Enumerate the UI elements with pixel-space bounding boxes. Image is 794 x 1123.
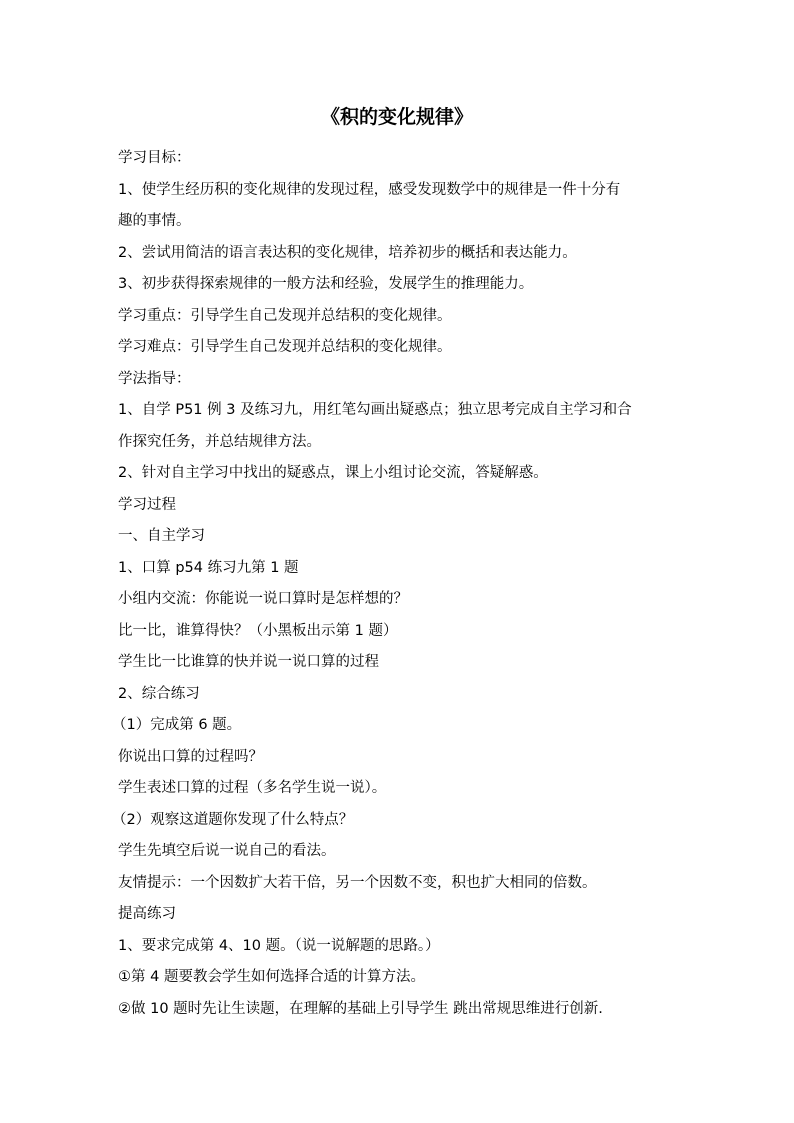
paragraph-line: 小组内交流：你能说一说口算时是怎样想的？	[118, 591, 408, 607]
paragraph-line: （2）观察这道题你发现了什么特点？	[112, 811, 354, 828]
difficulty-line: 学习难点：引导学生自己发现并总结积的变化规律。	[118, 339, 452, 355]
paragraph-line: 1、口算 p54 练习九第 1 题	[118, 559, 299, 576]
document-body	[112, 143, 688, 1025]
document-title: 《积的变化规律》	[320, 106, 473, 128]
paragraph-line: 比一比，谁算得快？（小黑板出示第 1 题）	[118, 622, 398, 639]
paragraph-line: 作探究任务，并总结规律方法。	[118, 433, 321, 450]
paragraph-line: 2、尝试用简洁的语言表达积的变化规律，培养初步的概括和表达能力。	[118, 244, 577, 261]
paragraph-line: 1、自学 P51 例 3 及练习九，用红笔勾画出疑惑点；独立思考完成自主学习和合	[118, 402, 632, 418]
paragraph-line: 3、初步获得探索规律的一般方法和经验，发展学生的推理能力。	[118, 276, 534, 292]
paragraph-line: 1、使学生经历积的变化规律的发现过程，感受发现数学中的规律是一件十分有	[118, 181, 621, 198]
key-point-line: 学习重点：引导学生自己发现并总结积的变化规律。	[118, 307, 452, 324]
paragraph-line: 学生比一比谁算的快并说一说口算的过程	[118, 654, 379, 670]
paragraph-line: ②做 10 题时先让生读题，在理解的基础上引导学生 跳出常规思维进行创新.	[118, 1000, 603, 1017]
paragraph-line: 2、综合练习	[118, 685, 200, 702]
paragraph-line: 趣的事情。	[118, 213, 191, 229]
paragraph-line: 1、要求完成第 4、10 题。（说一说解题的思路。）	[118, 937, 440, 954]
section-heading-process: 学习过程	[118, 496, 176, 513]
paragraph-line: 学生先填空后说一说自己的看法。	[118, 843, 336, 859]
section-heading-objectives: 学习目标：	[118, 150, 191, 166]
section-heading-self-study: 一、自主学习	[118, 528, 205, 544]
paragraph-line: 学生表述口算的过程（多名学生说一说）。	[118, 780, 387, 796]
section-heading-advanced: 提高练习	[118, 906, 176, 922]
hint-line: 友情提示：一个因数扩大若干倍，另一个因数不变，积也扩大相同的倍数。	[118, 874, 597, 891]
section-heading-method: 学法指导：	[118, 370, 191, 387]
paragraph-line: 你说出口算的过程吗？	[118, 748, 263, 765]
paragraph-line: 2、针对自主学习中找出的疑惑点，课上小组讨论交流，答疑解惑。	[118, 465, 548, 481]
paragraph-line: （1）完成第 6 题。	[112, 717, 242, 733]
paragraph-line: ①第 4 题要教会学生如何选择合适的计算方法。	[118, 969, 425, 985]
